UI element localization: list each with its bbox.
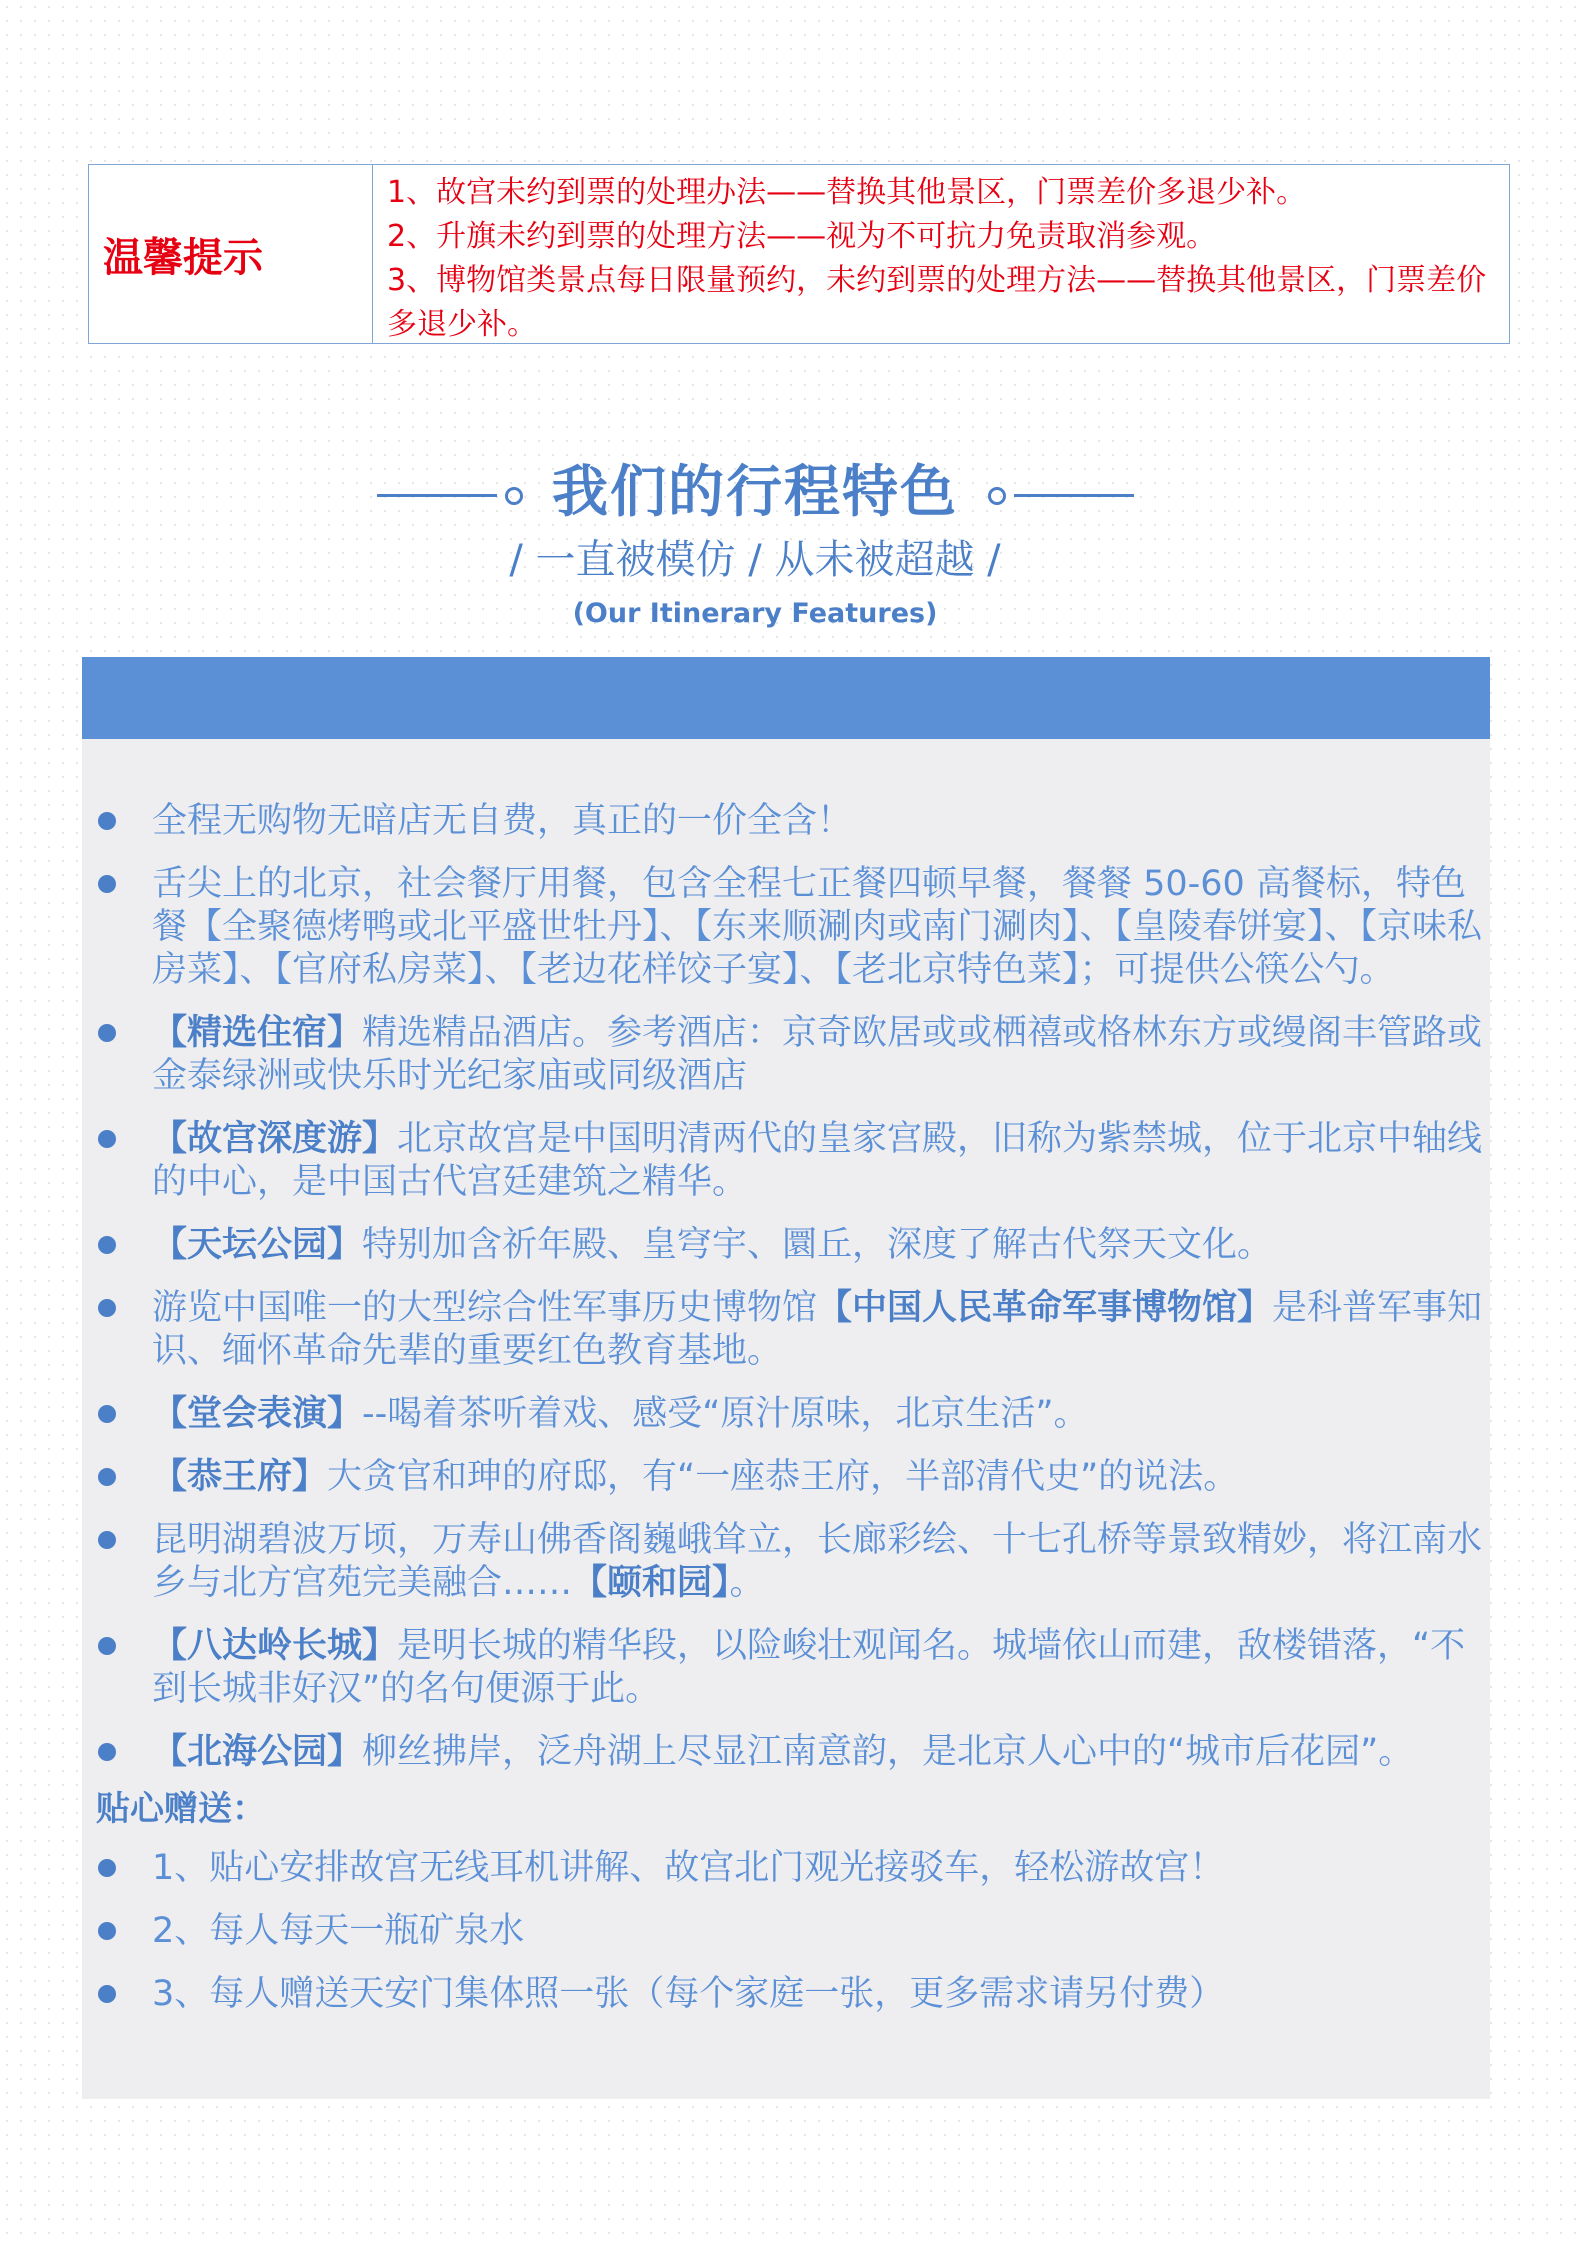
list-item: 【天坛公园】特别加含祈年殿、皇穹宇、圜丘，深度了解古代祭天文化。 <box>96 1224 1496 1267</box>
warm-tips-label: 温馨提示 <box>89 165 373 343</box>
bullet-icon <box>98 1024 116 1042</box>
gift-item: 1、贴心安排故宫无线耳机讲解、故宫北门观光接驳车，轻松游故宫！ <box>96 1847 1496 1890</box>
bullet-icon <box>98 1743 116 1761</box>
list-item: 【精选住宿】精选精品酒店。参考酒店：京奇欧居或或栖禧或格林东方或缦阁丰管路或金泰绿洲或快乐时光纪家庙或同级酒店 <box>96 1012 1496 1098</box>
list-item: 昆明湖碧波万顷，万寿山佛香阁巍峨耸立，长廊彩绘、十七孔桥等景致精妙，将江南水乡与北方宫苑完美融合……【颐和园】。 <box>96 1519 1496 1605</box>
bullet-icon <box>98 812 116 830</box>
bullet-icon <box>98 1859 116 1877</box>
bullet-icon <box>98 1236 116 1254</box>
bullet-icon <box>98 1637 116 1655</box>
tip-item: 1、故宫未约到票的处理办法——替换其他景区，门票差价多退少补。 <box>387 175 1307 210</box>
list-item: 【堂会表演】--喝着茶听着戏、感受“原汁原味，北京生活”。 <box>96 1393 1496 1436</box>
features-list <box>96 800 1496 2036</box>
section-english-subtitle: (Our Itinerary Features) <box>572 598 938 629</box>
gift-item: 2、每人每天一瓶矿泉水 <box>96 1910 1496 1953</box>
blue-header-band <box>82 657 1490 739</box>
bullet-icon <box>98 1130 116 1148</box>
bullet-icon <box>98 1405 116 1423</box>
bullet-icon <box>98 1531 116 1549</box>
bullet-icon <box>98 1468 116 1486</box>
heading-ring-left <box>505 487 523 505</box>
list-item: 游览中国唯一的大型综合性军事历史博物馆【中国人民革命军事博物馆】是科普军事知识、缅怀革命先辈的重要红色教育基地。 <box>96 1287 1496 1373</box>
warm-tips-content <box>373 165 1509 343</box>
bullet-icon <box>98 1922 116 1940</box>
section-heading <box>0 448 1510 528</box>
list-item: 【北海公园】柳丝拂岸，泛舟湖上尽显江南意韵，是北京人心中的“城市后花园”。 <box>96 1731 1496 1774</box>
gift-item: 3、每人赠送天安门集体照一张（每个家庭一张，更多需求请另付费） <box>96 1973 1496 2016</box>
heading-ring-right <box>988 487 1006 505</box>
bullet-icon <box>98 1299 116 1317</box>
list-item: 舌尖上的北京，社会餐厅用餐，包含全程七正餐四顿早餐，餐餐 50-60 高餐标，特色餐【全聚德烤鸭或北平盛世牡丹】、【东来顺涮肉或南门涮肉】、【皇陵春饼宴】、【京味私房菜】、【官府私房菜】、【老边花样饺子宴】、【老北京特色菜】；可提供公筷公勺。 <box>96 863 1496 992</box>
warm-tips-box <box>88 164 1510 344</box>
section-title: 我们的行程特色 <box>552 460 958 525</box>
bullet-icon <box>98 875 116 893</box>
list-item: 【故宫深度游】北京故宫是中国明清两代的皇家宫殿，旧称为紫禁城，位于北京中轴线的中心，是中国古代宫廷建筑之精华。 <box>96 1118 1496 1204</box>
bullet-icon <box>98 1985 116 2003</box>
heading-line-right <box>1014 494 1134 497</box>
gifts-title: 贴心赠送： <box>96 1789 266 1829</box>
section-subtitle: / 一直被模仿 / 从未被超越 / <box>509 537 1001 583</box>
tip-item: 3、博物馆类景点每日限量预约，未约到票的处理方法——替换其他景区，门票差价多退少补。 <box>387 263 1487 342</box>
list-item: 【八达岭长城】是明长城的精华段，以险峻壮观闻名。城墙依山而建，敌楼错落，“不到长城非好汉”的名句便源于此。 <box>96 1625 1496 1711</box>
list-item: 全程无购物无暗店无自费，真正的一价全含！ <box>96 800 1496 843</box>
list-item: 【恭王府】大贪官和珅的府邸，有“一座恭王府，半部清代史”的说法。 <box>96 1456 1496 1499</box>
tip-item: 2、升旗未约到票的处理方法——视为不可抗力免责取消参观。 <box>387 219 1217 254</box>
heading-line-left <box>377 494 497 497</box>
